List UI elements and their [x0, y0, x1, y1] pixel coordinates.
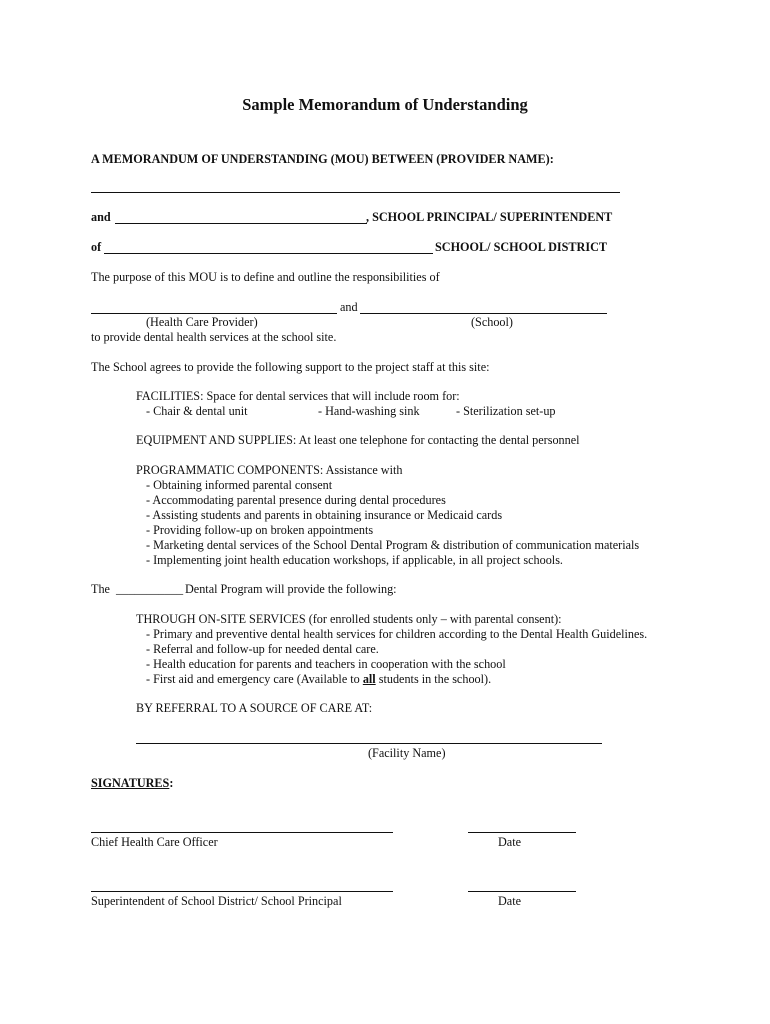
program-intro-rest: Dental Program will provide the following:: [185, 582, 397, 596]
signatures-heading-text: SIGNATURES: [91, 776, 170, 790]
programmatic-heading: PROGRAMMATIC COMPONENTS: Assistance with: [136, 463, 403, 477]
purpose-end: to provide dental health services at the school site.: [91, 330, 337, 344]
onsite-item: - Primary and preventive dental health services for children according to the Dental Health Guidelines.: [146, 627, 648, 641]
onsite-item: - Health education for parents and teachers in cooperation with the school: [146, 657, 506, 671]
provider-name-line[interactable]: [91, 192, 620, 193]
onsite-item: - Referral and follow-up for needed dental care.: [146, 642, 379, 656]
chief-signature-line[interactable]: [91, 832, 393, 833]
facility-item: - Hand-washing sink: [318, 404, 420, 418]
purpose-text: The purpose of this MOU is to define and outline the responsibilities of: [91, 270, 440, 284]
superintendent-date-line[interactable]: [468, 891, 576, 892]
equipment-text: EQUIPMENT AND SUPPLIES: At least one telephone for contacting the dental personnel: [136, 433, 580, 447]
facility-item: - Sterilization set-up: [456, 404, 556, 418]
school-name-line[interactable]: [104, 253, 433, 254]
signatures-colon: :: [169, 776, 174, 790]
onsite-heading: THROUGH ON-SITE SERVICES (for enrolled students only – with parental consent):: [136, 612, 562, 626]
programmatic-item: - Marketing dental services of the School Dental Program & distribution of communication materials: [146, 538, 640, 552]
programmatic-item: - Providing follow-up on broken appointments: [146, 523, 374, 537]
principal-name-line[interactable]: [115, 223, 367, 224]
health-care-provider-line[interactable]: [91, 313, 337, 314]
chief-date-label: Date: [498, 835, 522, 849]
onsite-last-emphasis: all: [362, 672, 376, 686]
programmatic-item: - Accommodating parental presence during dental procedures: [146, 493, 446, 507]
principal-label: , SCHOOL PRINCIPAL/ SUPERINTENDENT: [366, 210, 613, 224]
onsite-item: [146, 672, 491, 687]
page-title: Sample Memorandum of Understanding: [242, 95, 528, 114]
programmatic-item: - Obtaining informed parental consent: [146, 478, 333, 492]
and-label: and: [91, 210, 111, 224]
of-label: of: [91, 240, 102, 254]
mou-heading: A MEMORANDUM OF UNDERSTANDING (MOU) BETWEEN (PROVIDER NAME):: [91, 152, 554, 166]
facility-name-caption: (Facility Name): [368, 746, 446, 760]
onsite-last-suffix: students in the school).: [375, 672, 492, 686]
school-line[interactable]: [360, 313, 607, 314]
school-caption: (School): [471, 315, 513, 329]
onsite-last-prefix: - First aid and emergency care (Available to: [146, 672, 363, 686]
school-agrees: The School agrees to provide the following support to the project staff at this site:: [91, 360, 490, 374]
facilities-heading: FACILITIES: Space for dental services that will include room for:: [136, 389, 460, 403]
program-name-blank[interactable]: ___________: [116, 582, 184, 596]
chief-date-line[interactable]: [468, 832, 576, 833]
program-intro-the: The: [91, 582, 110, 596]
superintendent-signature-line[interactable]: [91, 891, 393, 892]
health-care-provider-caption: (Health Care Provider): [146, 315, 258, 329]
facility-name-line[interactable]: [136, 743, 602, 744]
programmatic-item: - Implementing joint health education workshops, if applicable, in all project schools.: [146, 553, 563, 567]
and-middle: and: [340, 300, 358, 314]
signatures-heading: [91, 776, 173, 791]
facility-item: - Chair & dental unit: [146, 404, 248, 418]
superintendent-date-label: Date: [498, 894, 522, 908]
superintendent-signer-label: Superintendent of School District/ School Principal: [91, 894, 342, 908]
referral-heading: BY REFERRAL TO A SOURCE OF CARE AT:: [136, 701, 373, 715]
chief-signer-label: Chief Health Care Officer: [91, 835, 218, 849]
programmatic-item: - Assisting students and parents in obtaining insurance or Medicaid cards: [146, 508, 503, 522]
district-label: SCHOOL/ SCHOOL DISTRICT: [435, 240, 608, 254]
